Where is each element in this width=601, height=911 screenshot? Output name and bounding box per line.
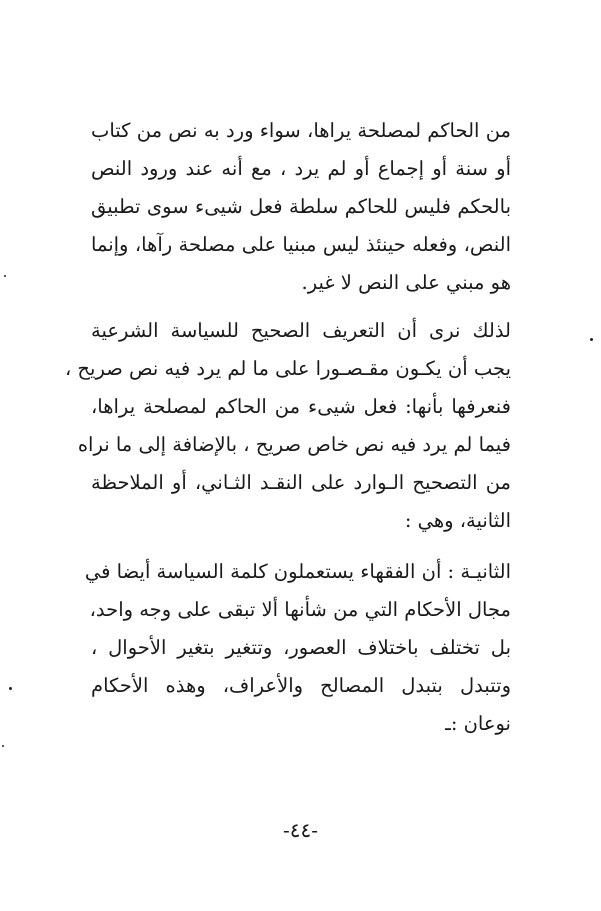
paragraph-line: فيما لم يرد فيه نص خاص صريح ، بالإضافة إلى ما نراه (77, 433, 511, 456)
paragraph-line: الثانية، وهي : (404, 509, 511, 532)
paragraph-line: من الحاكم لمصلحة يراها، سواء ورد به نص من كتاب (91, 119, 511, 142)
paragraph-line: النص، وفعله حينئذ ليس مبنيا على مصلحة رآها، وإنما (91, 233, 511, 256)
paragraph-line: لذلك نرى أن التعريف الصحيح للسياسة الشرعية (91, 319, 511, 342)
paragraph-line: وتتبدل بتبدل المصالح والأعراف، وهذه الأحكام (91, 674, 511, 697)
scan-speck (4, 275, 6, 277)
scan-speck (9, 687, 12, 690)
paragraph-line: الثانيـة : أن الفقهاء يستعملون كلمة السياسة أيضا في (84, 560, 511, 583)
paragraph-line: نوعان :ـ (445, 712, 511, 735)
paragraph-line: بل تختلف باختلاف العصور، وتتغير بتغير الأحوال ، (91, 636, 511, 659)
paragraph-2 (64, 312, 511, 540)
scan-speck (2, 745, 4, 747)
paragraph-line: مجال الأحكام التي من شأنها ألا تبقى على وجه واحد، (89, 598, 511, 621)
paragraph-line: فنعرفها بأنها: فعل شيىء من الحاكم لمصلحة يراها، (91, 395, 511, 418)
paragraph-line: أو سنة أو إجماع أو لم يرد ، مع أنه عند ورود النص (91, 157, 511, 180)
paragraph-1 (91, 112, 511, 302)
scan-speck (590, 338, 593, 341)
paragraph-line: يجب أن يكـون مقـصـورا على ما لم يرد فيه نص صريح ، (64, 357, 511, 380)
paragraph-line: هو مبني على النص لا غير. (301, 271, 511, 294)
paragraph-line: بالحكم فليس للحاكم سلطة فعل شيىء سوى تطبيق (91, 195, 511, 218)
page-number: -٤٤- (282, 818, 318, 842)
paragraph-line: من التصحيح الـوارد على النقـد الثـاني، أو الملاحظة (91, 471, 511, 494)
paragraph-3 (84, 553, 511, 743)
